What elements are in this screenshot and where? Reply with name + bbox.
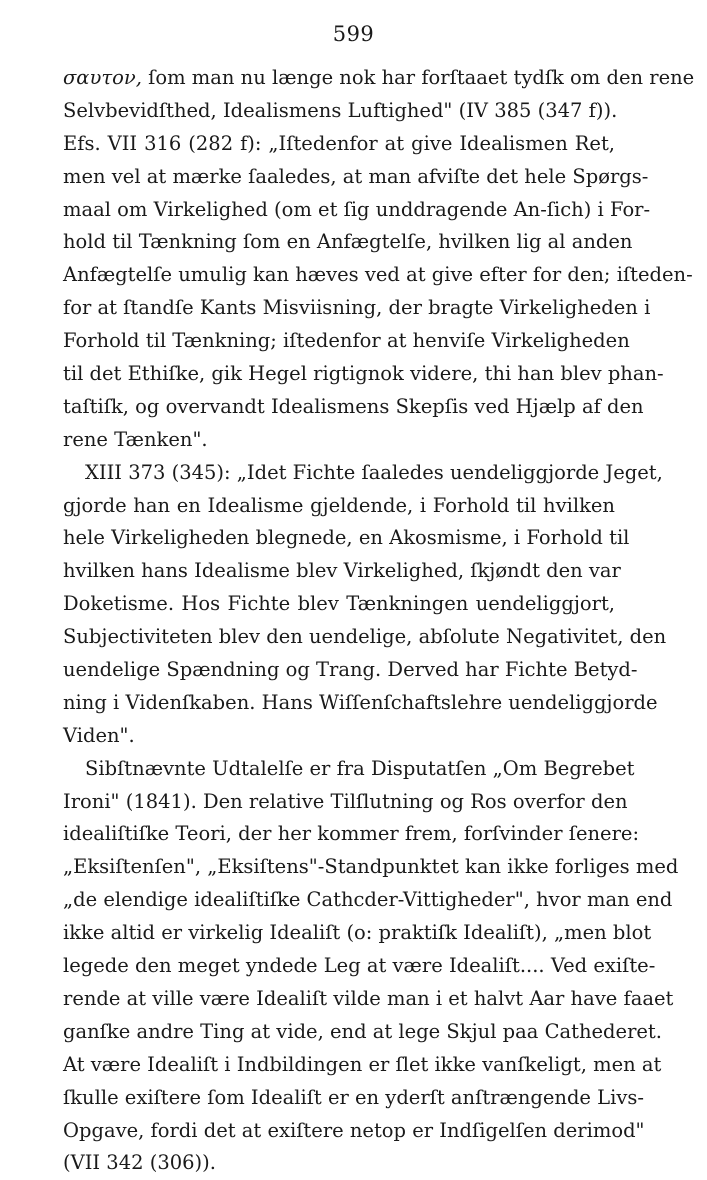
line-text: Ironi" (1841). Den relative Tilſlutning og Ros overfor den — [63, 789, 628, 813]
text-line — [63, 424, 615, 457]
line-text: Viden". — [63, 723, 135, 747]
line-text: hvilken hans Idealisme blev Virkelighed, ſkjøndt den var — [63, 559, 621, 583]
line-text: Efs. VII 316 (282 f): „Iſtedenfor at give Idealismen Ret, — [63, 131, 615, 155]
text-line — [63, 983, 674, 1016]
text-line — [63, 588, 615, 621]
text-line — [63, 1147, 615, 1180]
line-text: hold til Tænkning ſom en Anfægtelſe, hvilken lig al anden — [63, 230, 633, 254]
line-text: rene Tænken". — [63, 427, 208, 451]
line-text: Sibſtnævnte Udtalelſe er fra Disputatſen „Om Begrebet — [85, 756, 635, 780]
page-body — [63, 62, 695, 1180]
text-line — [63, 621, 667, 654]
text-line — [63, 128, 615, 161]
line-text: (VII 342 (306)). — [63, 1151, 216, 1175]
text-line — [63, 917, 652, 950]
line-text: legede den meget yndede Leg at være Idealiſt.... Ved exiſte- — [63, 954, 656, 978]
paragraph — [63, 457, 667, 753]
text-line — [63, 522, 630, 555]
line-text: Forhold til Tænkning; iſtedenfor at henviſe Virkeligheden — [63, 329, 630, 353]
line-text: Opgave, fordi det at exiſtere netop er Indſigelſen derimod" — [63, 1118, 645, 1142]
text-line — [63, 226, 633, 259]
line-text: At være Idealiſt i Indbildingen er ſlet ikke vanſkeligt, men at — [63, 1052, 662, 1076]
text-line — [63, 851, 679, 884]
text-line — [63, 62, 695, 95]
line-text: maal om Virkelighed (om et ſig unddragende An-ſich) i For- — [63, 197, 651, 221]
line-text: ning i Videnſkaben. Hans Wiſſenſchaftslehre uendeliggjorde — [63, 690, 658, 714]
text-line — [63, 884, 673, 917]
line-text: ganſke andre Ting at vide, end at lege Skjul paa Cathederet. — [63, 1019, 662, 1043]
paragraph — [63, 753, 679, 1180]
line-text: til det Ethiſke, gik Hegel rigtignok videre, thi han blev phan- — [63, 362, 664, 386]
text-line — [63, 1016, 662, 1049]
line-text: „Eksiſtenſen", „Eksiſtens"-Standpunktet kan ikke forliges med — [63, 855, 679, 879]
text-line — [63, 1082, 644, 1115]
text-line — [63, 259, 693, 292]
text-line — [63, 194, 651, 227]
line-text: taſtiſk, og overvandt Idealismens Skepſis ved Hjælp af den — [63, 394, 644, 418]
greek-word: σαυτον, — [63, 66, 142, 89]
paragraph — [63, 62, 695, 128]
line-text: XIII 373 (345): „Idet Fichte ſaaledes uendeliggjorde Jeget, — [85, 460, 663, 484]
paragraph — [63, 128, 693, 457]
text-line — [63, 555, 621, 588]
line-text: for at ſtandſe Kants Misviisning, der bragte Virkeligheden i — [63, 296, 651, 320]
line-text: Subjectiviteten blev den uendelige, abſolute Negativitet, den — [63, 625, 667, 649]
text-line — [63, 818, 640, 851]
line-text: Selvbevidſthed, Idealismens Luftighed" (IV 385 (347 f)). — [63, 98, 618, 122]
line-text: „de elendige idealiſtiſke Cathcder-Vittigheder", hvor man end — [63, 888, 673, 912]
text-line — [63, 753, 635, 786]
text-line — [63, 1115, 645, 1148]
text-line — [63, 325, 630, 358]
text-line — [63, 358, 664, 391]
line-text: ſkulle exiſtere ſom Idealiſt er en yderſt anſtrængende Livs- — [63, 1085, 644, 1109]
text-line — [63, 391, 644, 424]
line-text: gjorde han en Idealisme gjeldende, i Forhold til hvilken — [63, 493, 615, 517]
page-number: 599 — [332, 22, 375, 46]
line-text: Doketisme. Hos Fichte blev Tænkningen uendeliggjort, — [63, 592, 615, 616]
text-line — [63, 720, 615, 753]
text-line — [63, 950, 656, 983]
text-line — [63, 161, 649, 194]
text-line — [63, 95, 618, 128]
text-line — [63, 687, 658, 720]
text-line — [63, 490, 615, 523]
line-text: idealiſtiſke Teori, der her kommer frem, forſvinder ſenere: — [63, 822, 640, 846]
line-text: ſom man nu længe nok har forſtaaet tydſk om den rene — [141, 66, 695, 89]
line-text: rende at ville være Idealiſt vilde man i et halvt Aar have faaet — [63, 986, 674, 1010]
line-text: uendelige Spændning og Trang. Derved har Fichte Betyd- — [63, 658, 638, 682]
text-line — [63, 786, 628, 819]
line-text: ikke altid er virkelig Idealiſt (o: praktiſk Idealiſt), „men blot — [63, 921, 652, 945]
line-text: hele Virkeligheden blegnede, en Akosmisme, i Forhold til — [63, 526, 630, 550]
text-line — [63, 654, 638, 687]
line-text: men vel at mærke ſaaledes, at man afviſte det hele Spørgs- — [63, 164, 649, 188]
text-line — [63, 292, 651, 325]
line-text: Anfægtelſe umulig kan hæves ved at give efter for den; iſteden- — [63, 263, 693, 287]
text-line — [63, 457, 663, 490]
text-line — [63, 1049, 662, 1082]
